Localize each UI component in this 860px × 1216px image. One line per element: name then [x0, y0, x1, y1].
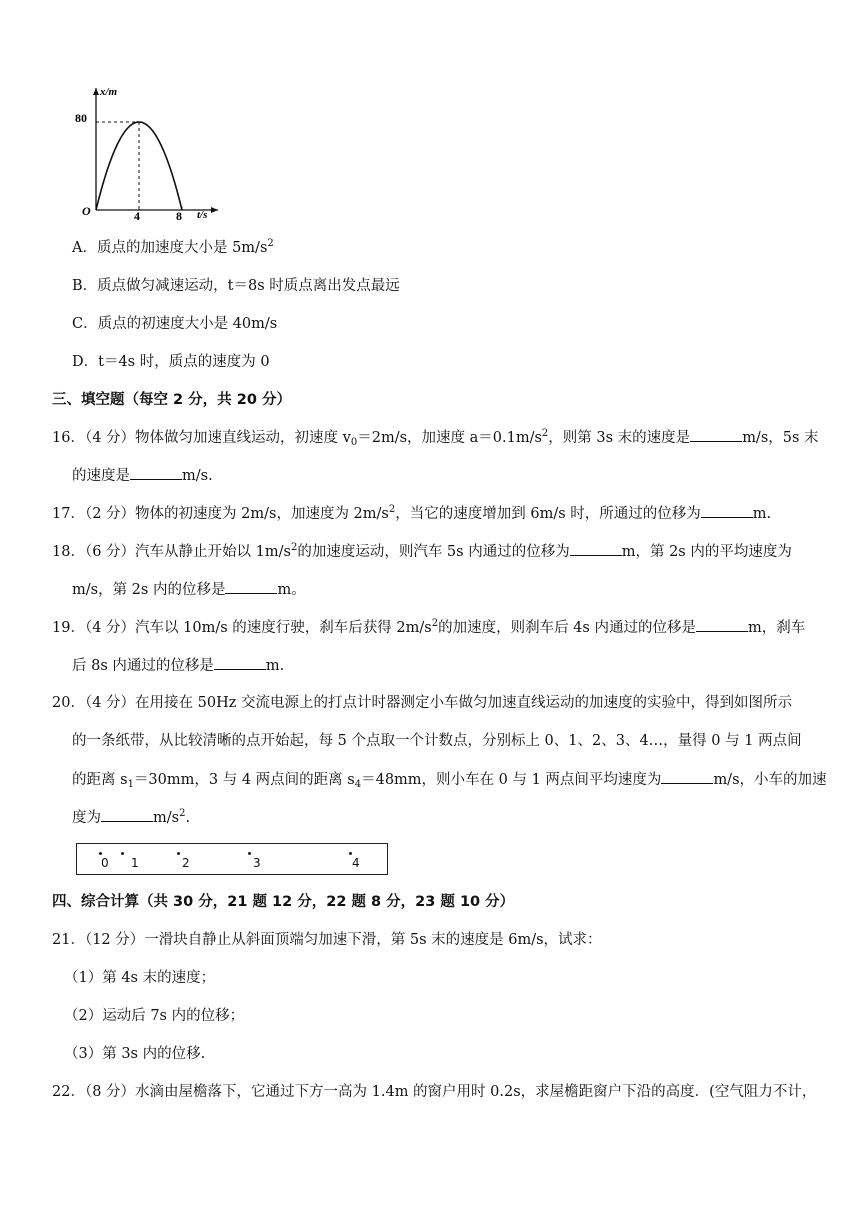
q19-text-e: m.: [265, 658, 285, 674]
q18-text-a: 18．（6 分）汽车从静止开始以 1m/s: [52, 544, 291, 560]
q20-line3: [72, 769, 827, 790]
q19-line1: [52, 617, 805, 638]
q20-text-d: m/s，小车的加速: [713, 772, 827, 788]
option-b: B．质点做匀减速运动，t＝8s 时质点离出发点最远: [72, 278, 400, 294]
q18-text-b: 的加速度运动，则汽车 5s 内通过的位移为: [297, 544, 570, 560]
y-axis-label: x/m: [100, 86, 118, 98]
option-a-sup: 2: [267, 238, 274, 249]
q20-sub-4: 4: [354, 779, 362, 790]
q16-line1: [52, 427, 819, 448]
q20-text-b: ＝30mm，3 与 4 两点间的距离 s: [133, 772, 355, 788]
answer-blank[interactable]: [130, 465, 182, 480]
q19-text-a: 19．（4 分）汽车以 10m/s 的速度行驶，刹车后获得 2m/s: [52, 620, 432, 636]
q20-text-f: m/s: [153, 810, 180, 826]
q20-text-e: 度为: [72, 810, 101, 826]
answer-blank[interactable]: [696, 617, 748, 632]
tape-dot: [121, 852, 124, 855]
tape-label-2: 2: [182, 856, 190, 870]
q16-text-f: m/s.: [182, 468, 213, 484]
answer-blank[interactable]: [225, 579, 277, 594]
q18-text-c: m，第 2s 内的平均速度为: [621, 544, 792, 560]
q18-text-d: m/s，第 2s 内的位移是: [72, 582, 226, 598]
option-a-text: A．质点的加速度大小是 5m/s: [72, 240, 268, 256]
q18-text-e: m。: [277, 582, 306, 598]
q18-line1: [52, 541, 792, 562]
answer-blank[interactable]: [101, 807, 153, 822]
x-axis-label: t/s: [197, 209, 208, 221]
answer-blank[interactable]: [701, 503, 753, 518]
x-tick-8: 8: [176, 209, 182, 223]
q16-text-c: ，则第 3s 末的速度是: [548, 430, 691, 446]
q17-line: [52, 503, 771, 524]
q20-line1: 20．（4 分）在用接在 50Hz 交流电源上的打点计时器测定小车做匀加速直线运动的加速度的实验中，得到如图所示: [52, 695, 792, 711]
option-d: D．t＝4s 时，质点的速度为 0: [72, 354, 270, 370]
q16-line2: [72, 465, 213, 486]
tape-label-3: 3: [253, 856, 261, 870]
paper-tape: [76, 843, 388, 875]
q16-text-e: 的速度是: [72, 468, 130, 484]
section-3-title: 三、填空题（每空 2 分，共 20 分）: [52, 392, 291, 408]
answer-blank[interactable]: [690, 427, 742, 442]
q16-text-a: 16．（4 分）物体做匀加速直线运动，初速度 v: [52, 430, 351, 446]
y-axis-arrow: [93, 88, 99, 95]
answer-blank[interactable]: [214, 655, 266, 670]
q18-line2: [72, 579, 306, 600]
x-tick-4: 4: [134, 209, 140, 223]
section-4-title: 四、综合计算（共 30 分，21 题 12 分，22 题 8 分，23 题 10 分）: [52, 894, 515, 910]
graph-axes: [93, 88, 218, 213]
position-time-graph: [70, 80, 230, 230]
q16-sub: 0: [350, 437, 358, 448]
q16-sup: 2: [541, 428, 549, 439]
q16-text-b: ＝2m/s，加速度 a＝0.1m/s: [357, 430, 542, 446]
answer-blank[interactable]: [661, 769, 713, 784]
tape-dot: [177, 852, 180, 855]
tape-label-4: 4: [352, 856, 360, 870]
q17-sup: 2: [388, 504, 396, 515]
q19-sup: 2: [431, 618, 439, 629]
q20-sup: 2: [179, 808, 186, 819]
answer-blank[interactable]: [570, 541, 622, 556]
option-a: [72, 238, 274, 258]
q19-text-c: m，刹车: [747, 620, 806, 636]
q19-text-d: 后 8s 内通过的位移是: [72, 658, 214, 674]
q17-text-a: 17．（2 分）物体的初速度为 2m/s，加速度为 2m/s: [52, 506, 389, 522]
q20-line4: [72, 807, 190, 828]
tape-dot: [248, 852, 251, 855]
q20-text-a: 的距离 s: [72, 772, 128, 788]
tape-dot: [349, 852, 352, 855]
tape-dot: [99, 852, 102, 855]
q21-part-3: （3）第 3s 内的位移.: [64, 1046, 206, 1062]
q21-part-2: （2）运动后 7s 内的位移；: [64, 1008, 245, 1024]
q20-sub-1: 1: [127, 779, 134, 790]
x-axis-arrow: [211, 207, 218, 213]
q20-text-g: .: [185, 810, 191, 826]
q16-text-d: m/s，5s 末: [742, 430, 819, 446]
q21-part-1: （1）第 4s 末的速度；: [64, 970, 216, 986]
q20-line2: 的一条纸带，从比较清晰的点开始起，每 5 个点取一个计数点，分别标上 0、1、2、3、4…，量得 0 与 1 两点间: [72, 733, 802, 749]
y-tick-80: 80: [75, 111, 87, 125]
q20-text-c: ＝48mm，则小车在 0 与 1 两点间平均速度为: [361, 772, 662, 788]
q19-line2: [72, 655, 284, 676]
q19-text-b: 的加速度，则刹车后 4s 内通过的位移是: [438, 620, 696, 636]
tape-label-0: 0: [101, 856, 109, 870]
tape-label-1: 1: [131, 856, 139, 870]
q17-text-c: m.: [752, 506, 772, 522]
q21-stem: 21．（12 分）一滑块自静止从斜面顶端匀加速下滑，第 5s 末的速度是 6m/s，试求：: [52, 932, 602, 948]
option-c: C．质点的初速度大小是 40m/s: [72, 316, 278, 332]
q18-sup: 2: [290, 542, 298, 553]
q17-text-b: ，当它的速度增加到 6m/s 时，所通过的位移为: [395, 506, 701, 522]
q22-stem: 22．（8 分）水滴由屋檐落下，它通过下方一高为 1.4m 的窗户用时 0.2s，求屋檐距窗户下沿的高度．(空气阻力不计，: [52, 1084, 817, 1100]
origin-label: O: [82, 204, 91, 218]
